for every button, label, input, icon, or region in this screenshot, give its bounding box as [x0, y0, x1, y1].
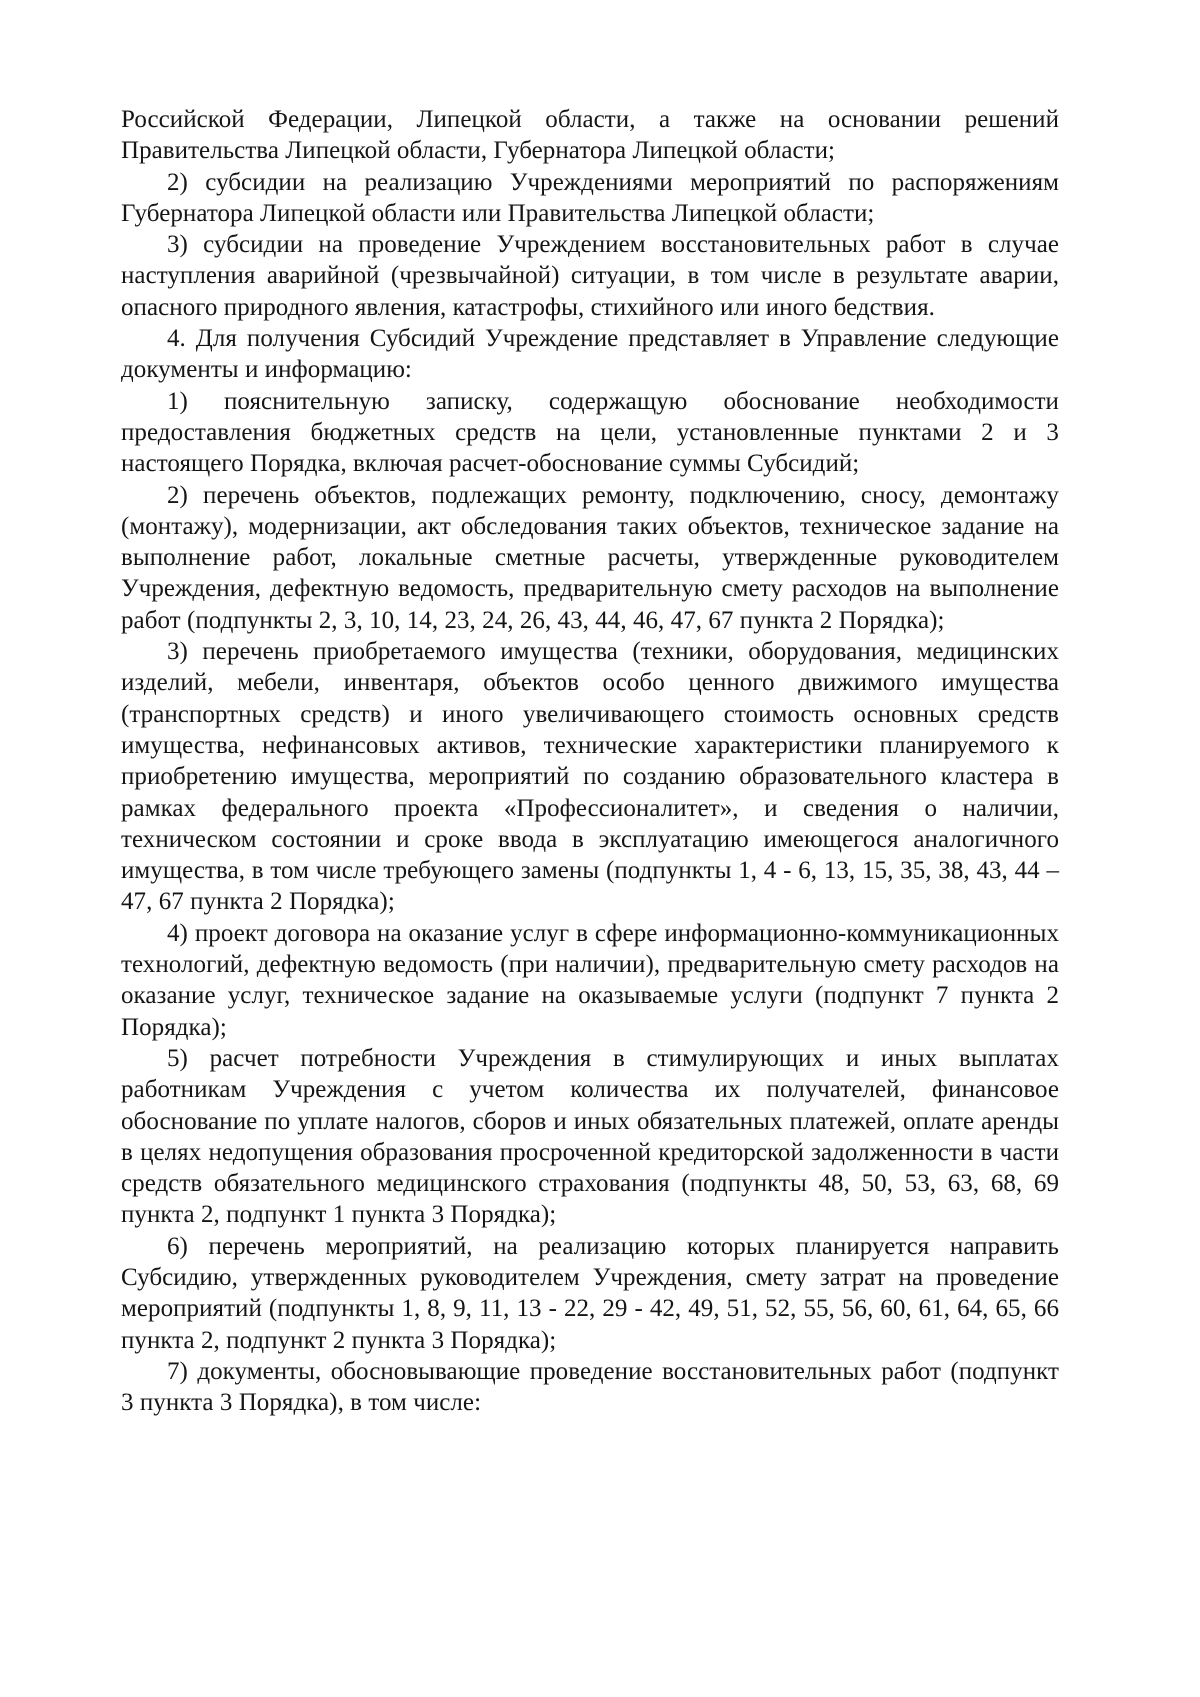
paragraph-subsidy-3: 3) субсидии на проведение Учреждением восстановительных работ в случае наступления аварийной (чрезвычайной) ситуации, в том числе в результате аварии, опасного природного явления, катастрофы, стихийного или иного бедствия. [121, 231, 1059, 321]
document-page [121, 104, 1059, 1418]
paragraph-item-1: 1) пояснительную записку, содержащую обоснование необходимости предоставления бюджетных средств на цели, установленные пунктами 2 и 3 настоящего Порядка, включая расчет-обоснование суммы Субсидий; [121, 387, 1059, 478]
paragraph-item-2: 2) перечень объектов, подлежащих ремонту, подключению, сносу, демонтажу (монтажу), модернизации, акт обследования таких объектов, техническое задание на выполнение работ, локальные сметные расчеты, утвержденные руководителем Учреждения, дефектную ведомость, предварительную смету расходов на выполнение работ (подпункты 2, 3, 10, 14, 23, 24, 26, 43, 44, 46, 47, 67 пункта 2 Порядка); [121, 481, 1059, 634]
paragraph-continuation: Российской Федерации, Липецкой области, а также на основании решений Правительства Липецкой области, Губернатора Липецкой области; [121, 106, 1059, 165]
paragraph-item-3: 3) перечень приобретаемого имущества (техники, оборудования, медицинских изделий, мебели, инвентаря, объектов особо ценного движимого имущества (транспортных средств) и иного увеличивающего стоимость основных средств имущества, нефинансовых активов, технические характеристики планируемого к приобретению имущества, мероприятий по созданию образовательного кластера в рамках федерального проекта «Профессионалитет», и сведения о наличии, техническом состоянии и сроке ввода в эксплуатацию имеющегося аналогичного имущества, в том числе требующего замены (подпункты 1, 4 - 6, 13, 15, 35, 38, 43, 44 – 47, 67 пункта 2 Порядка); [121, 638, 1059, 916]
paragraph-item-5: 5) расчет потребности Учреждения в стимулирующих и иных выплатах работникам Учреждения с учетом количества их получателей, финансовое обоснование по уплате налогов, сборов и иных обязательных платежей, оплате аренды в целях недопущения образования просроченной кредиторской задолженности в части средств обязательного медицинского страхования (подпункты 48, 50, 53, 63, 68, 69 пункта 2, подпункт 1 пункта 3 Порядка); [121, 1044, 1059, 1229]
paragraph-subsidy-2: 2) субсидии на реализацию Учреждениями мероприятий по распоряжениям Губернатора Липецкой области или Правительства Липецкой области; [121, 168, 1059, 227]
paragraph-item-6: 6) перечень мероприятий, на реализацию которых планируется направить Субсидию, утвержденных руководителем Учреждения, смету затрат на проведение мероприятий (подпункты 1, 8, 9, 11, 13 - 22, 29 - 42, 49, 51, 52, 55, 56, 60, 61, 64, 65, 66 пункта 2, подпункт 2 пункта 3 Порядка); [121, 1232, 1059, 1354]
paragraph-item-7: 7) документы, обосновывающие проведение восстановительных работ (подпункт 3 пункта 3 Порядка), в том числе: [121, 1357, 1059, 1417]
paragraph-item-4: 4) проект договора на оказание услуг в сфере информационно-коммуникационных технологий, дефектную ведомость (при наличии), предварительную смету расходов на оказание услуг, техническое задание на оказываемые услуги (подпункт 7 пункта 2 Порядка); [121, 919, 1059, 1041]
paragraph-section-4: 4. Для получения Субсидий Учреждение представляет в Управление следующие документы и информацию: [121, 325, 1059, 384]
